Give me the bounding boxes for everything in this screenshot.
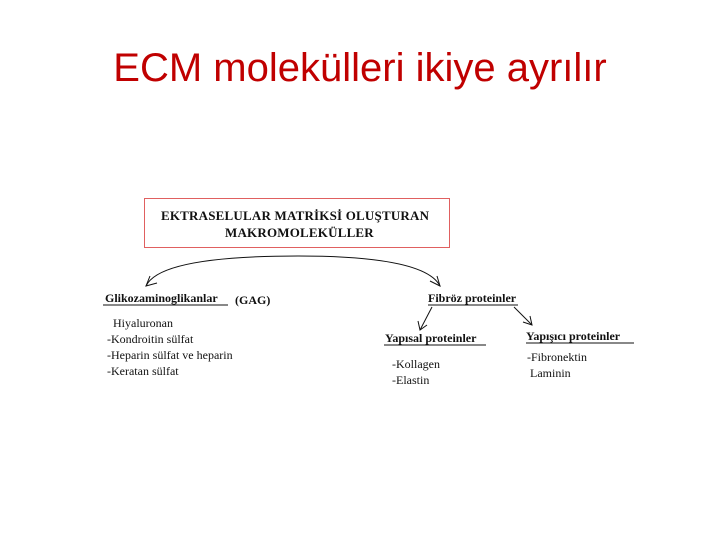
gag-item: -Heparin sülfat ve heparin — [107, 348, 233, 362]
slide-title: ECM molekülleri ikiye ayrılır — [113, 46, 607, 90]
root-node-line1: EKTRASELULAR MATRİKSİ OLUŞTURAN — [161, 208, 430, 223]
structural-item: -Kollagen — [392, 357, 440, 371]
gag-label: Glikozaminoglikanlar — [105, 291, 218, 305]
adhesive-item: -Fibronektin — [527, 350, 587, 364]
arrow-left-icon — [146, 276, 157, 286]
fibrous-label: Fibröz proteinler — [428, 291, 517, 305]
gag-abbr: (GAG) — [235, 293, 271, 307]
gag-item: -Kondroitin sülfat — [107, 332, 194, 346]
gag-item: -Keratan sülfat — [107, 364, 179, 378]
adhesive-item: Laminin — [530, 366, 571, 380]
gag-item: Hiyaluronan — [113, 316, 173, 330]
root-node-line2: MAKROMOLEKÜLLER — [225, 225, 374, 240]
adhesive-label: Yapışıcı proteinler — [526, 329, 621, 343]
arrow-structural-line — [420, 307, 432, 330]
structural-label: Yapısal proteinler — [385, 331, 477, 345]
arrow-right-icon — [430, 276, 440, 286]
branch-arc — [146, 256, 440, 286]
structural-item: -Elastin — [392, 373, 430, 387]
